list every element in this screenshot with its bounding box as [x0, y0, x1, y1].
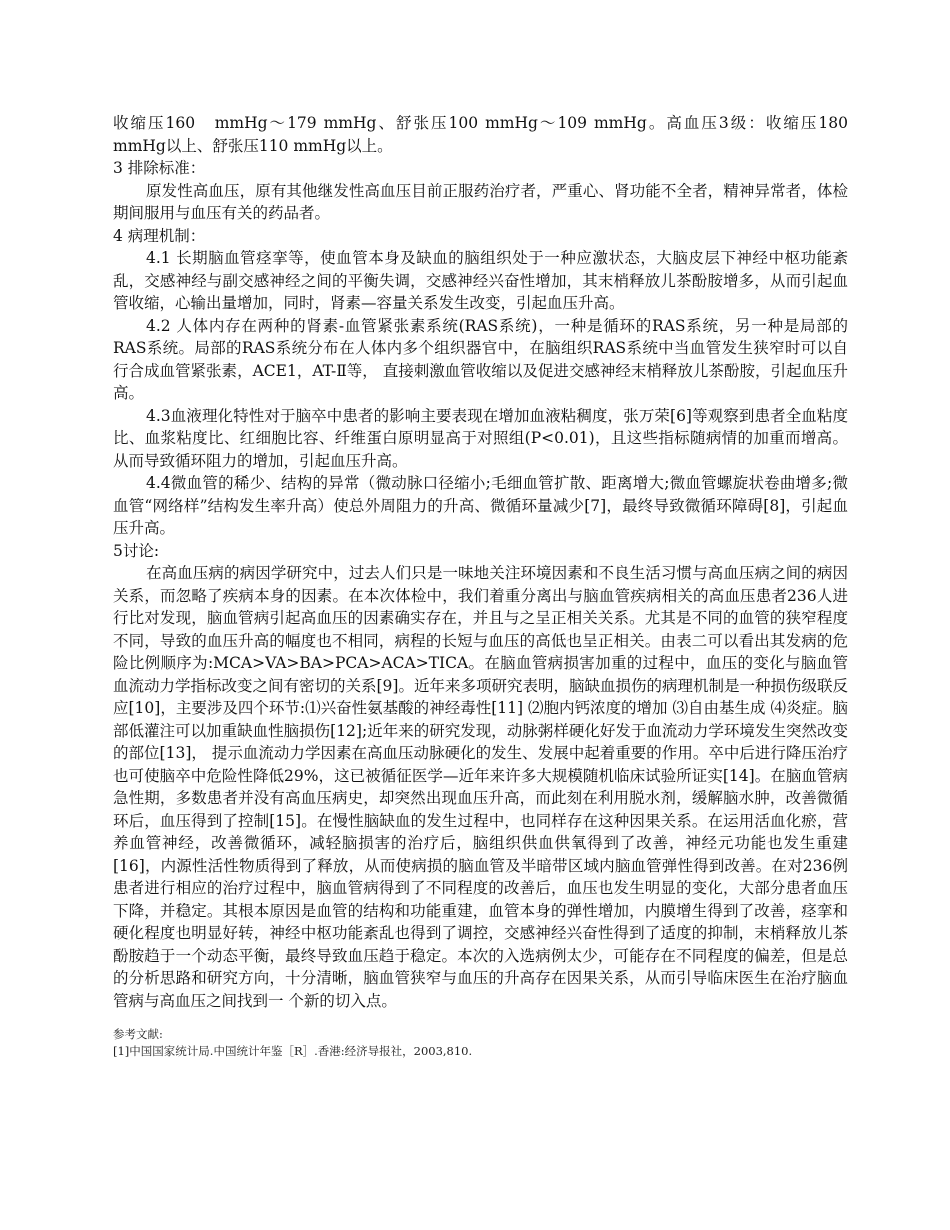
paragraph-bp-grade3: 收缩压160 mmHg～179 mmHg、舒张压100 mmHg～109 mmHg。高血压3级：收缩压180 mmHg以上、舒张压110 mmHg以上。 [113, 114, 848, 155]
heading-exclusion-criteria: 3 排除标准： [113, 159, 206, 177]
paragraph-4-3: 4.3血液理化特性对于脑卒中患者的影响主要表现在增加血液粘稠度，张万荣[6]等观察到患者全血粘度比、血浆粘度比、红细胞比容、纤维蛋白原明显高于对照组(P<0.01)，且这些指标随病情的加重而增高。从而导致循环阻力的增加，引起血压升高。 [113, 406, 848, 470]
paragraph-4-4: 4.4微血管的稀少、结构的异常（微动脉口径缩小;毛细血管扩散、距离增大;微血管螺旋状卷曲增多;微血管“网络样”结构发生率升高）使总外周阻力的升高、微循环量减少[7]，最终导致微循环障碍[8]，引起血压升高。 [113, 474, 848, 537]
paragraph-discussion: 在高血压病的病因学研究中，过去人们只是一味地关注环境因素和不良生活习惯与高血压病之间的病因关系，而忽略了疾病本身的因素。在本次体检中，我们着重分离出与脑血管疾病相关的高血压患者236人进行比对发现，脑血管病引起高血压的因素确实存在，并且与之呈正相关关系。尤其是不同的血管的狭窄程度不同，导致的血压升高的幅度也不相同，病程的长短与血压的高低也呈正相关。由表二可以看出其发病的危险比例顺序为:MCA>VA>BA>PCA>ACA>TICA。在脑血管病损害加重的过程中，血压的变化与脑血管血流动力学指标改变之间有密切的关系[9]。近年来多项研究表明，脑缺血损伤的病理机制是一种损伤级联反应[10]，主要涉及四个环节:⑴兴奋性氨基酸的神经毒性[11] ⑵胞内钙浓度的增加 ⑶自由基生成 ⑷炎症。脑部低灌注可以加重缺血性脑损伤[12];近年来的研究发现，动脉粥样硬化好发于血流动力学环境发生突然改变的部位[13]， 提示血流动力学因素在高血压动脉硬化的发生、发展中起着重要的作用。卒中后进行降压治疗也可使脑卒中危险性降低29%，这已被循征医学—近年来许多大规模随机临床试验所证实[14]。在脑血管病急性期，多数患者并没有高血压病史，却突然出现血压升高，而此刻在利用脱水剂，缓解脑水肿，改善微循环后，血压得到了控制[15]。在慢性脑缺血的发生过程中，也同样存在这种因果关系。在运用活血化瘀，营养血管神经，改善微循环，减轻脑损害的治疗后，脑组织供血供氧得到了改善，神经元功能也发生重建[16]，内源性活性物质得到了释放，从而使病损的脑血管及半暗带区域内脑血管弹性得到改善。在对236例患者进行相应的治疗过程中，脑血管病得到了不同程度的改善后，血压也发生明显的变化，大部分患者血压下降，并稳定。其根本原因是血管的结构和功能重建，血管本身的弹性增加，内膜增生得到了改善，痉挛和硬化程度也明显好转，神经中枢功能紊乱也得到了调控，交感神经兴奋性得到了适度的抑制，末梢释放儿茶酚胺趋于一个动态平衡，最终导致血压趋于稳定。本次的入选病例太少，可能存在不同程度的偏差，但是总的分析思路和研究方向，十分清晰，脑血管狭窄与血压的升高存在因果关系，从而引导临床医生在治疗脑血管病与高血压之间找到一 个新的切入点。 [113, 564, 848, 1010]
heading-pathology: 4 病理机制： [113, 226, 206, 245]
reference-item: [1]中国国家统计局.中国统计年鉴［R］.香港:经济导报社，2003,810. [113, 1044, 473, 1058]
paragraph-4-1: 4.1 长期脑血管痉挛等，使血管本身及缺血的脑组织处于一种应激状态，大脑皮层下神经中枢功能紊乱，交感神经与副交感神经之间的平衡失调，交感神经兴奋性增加，其末梢释放儿茶酚胺增多，从而引起血管收缩，心输出量增加，同时，肾素—容量关系发生改变，引起血压升高。 [113, 249, 848, 312]
references-title: 参考文献: [113, 1027, 163, 1041]
document-body [113, 112, 848, 1060]
heading-discussion: 5讨论: [113, 541, 160, 560]
references-section [113, 1026, 848, 1060]
paragraph-exclusion: 原发性高血压，原有其他继发性高血压目前正服药治疗者，严重心、肾功能不全者，精神异常者，体检期间服用与血压有关的药品者。 [113, 181, 848, 222]
paragraph-4-2: 4.2 人体内存在两种的肾素-血管紧张素系统(RAS系统)，一种是循环的RAS系统，另一种是局部的RAS系统。局部的RAS系统分布在人体内多个组织器官中，在脑组织RAS系统中当血管发生狭窄时可以自行合成血管紧张素，ACE1，AT-Ⅱ等， 直接刺激血管收缩以及促进交感神经末梢释放儿茶酚胺，引起血压升高。 [113, 316, 848, 402]
